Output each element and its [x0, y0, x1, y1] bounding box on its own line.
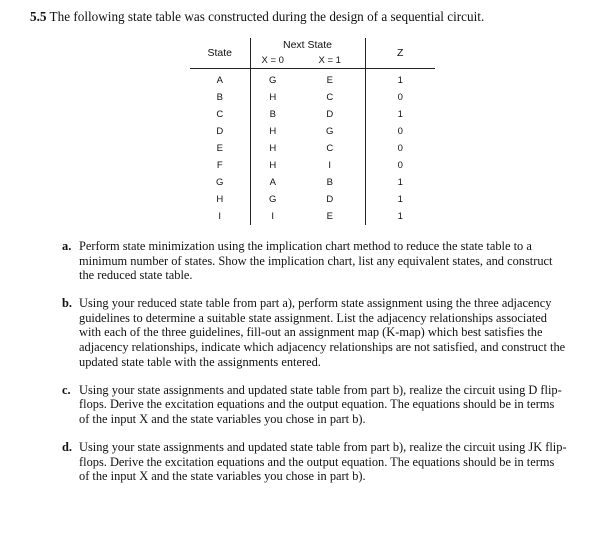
table-row [190, 123, 435, 140]
next-state-x0-cell: H [250, 123, 295, 140]
next-state-x0-cell: G [250, 191, 295, 208]
state-cell: D [216, 126, 224, 137]
question-text: Using your reduced state table from part a), perform state assignment using the three adjacency guidelines to determine a suitable state assignment. List the adjacency relationships associated with each of the three guidelines, fill-out an assignment map (K-map) which best satisfies the adjacency relationships, indicate which adjacency relationships are not satisfied, and construct the updated state table with the assignments entered. [79, 296, 566, 369]
state-column-header: State [190, 38, 250, 69]
table-row [190, 106, 435, 123]
state-cell: H [216, 194, 224, 205]
problem-heading [30, 9, 484, 25]
question-a [62, 239, 567, 283]
table-row [190, 69, 435, 90]
output-z-cell: 0 [365, 123, 435, 140]
question-letter: b. [62, 296, 72, 311]
output-z-cell: 0 [365, 157, 435, 174]
output-z-cell: 0 [365, 89, 435, 106]
table-row [190, 140, 435, 157]
question-letter: c. [62, 382, 71, 397]
table-row [190, 191, 435, 208]
next-state-x1-cell: E [326, 75, 333, 86]
state-table [190, 38, 435, 225]
state-table-body [190, 69, 435, 226]
question-text: Perform state minimization using the implication chart method to reduce the state table to a minimum number of states. Show the implication chart, list any equivalent states, and construct the reduced state table. [79, 239, 553, 283]
next-state-x1-cell: G [326, 126, 334, 137]
output-z-cell: 0 [365, 140, 435, 157]
question-letter: a. [62, 239, 72, 253]
problem-intro-text: The following state table was constructed during the design of a sequential circuit. [49, 9, 485, 24]
next-state-x1-cell: C [326, 92, 334, 103]
output-z-cell: 1 [365, 174, 435, 191]
table-row [190, 174, 435, 191]
output-z-cell: 1 [365, 69, 435, 90]
output-z-header: Z [365, 38, 435, 69]
next-state-x1-cell: E [326, 211, 333, 222]
question-b [62, 296, 567, 369]
output-z-cell: 1 [365, 191, 435, 208]
next-state-x1-cell: C [326, 143, 334, 154]
question-list [62, 239, 567, 497]
question-letter: d. [62, 440, 72, 455]
next-state-header: Next State [250, 38, 365, 53]
question-text: Using your state assignments and updated state table from part b), realize the circuit using D flip-flops. Derive the excitation equations and the output equation. The equations should be in terms of the input X and the state variables you chose in part b). [79, 382, 562, 426]
output-z-cell: 1 [365, 208, 435, 225]
next-state-x0-cell: H [250, 157, 295, 174]
next-state-x0-cell: I [250, 208, 295, 225]
question-text: Using your state assignments and updated state table from part b), realize the circuit using JK flip-flops. Derive the excitation equations and the output equation. The equations should be in terms of the input X and the state variables you chose in part b). [79, 440, 567, 484]
x0-column-header: X = 0 [250, 53, 295, 69]
question-c [62, 383, 567, 427]
next-state-x1-cell: B [326, 177, 333, 188]
x1-column-header: X = 1 [295, 53, 365, 69]
state-cell: C [216, 109, 224, 120]
question-d [62, 440, 567, 484]
next-state-x0-cell: B [250, 106, 295, 123]
table-row [190, 208, 435, 225]
output-z-cell: 1 [365, 106, 435, 123]
next-state-x1-cell: D [326, 194, 334, 205]
next-state-x0-cell: A [250, 174, 295, 191]
table-row [190, 89, 435, 106]
state-cell: E [216, 143, 223, 154]
table-row [190, 157, 435, 174]
state-cell: I [218, 211, 222, 222]
state-cell: F [216, 160, 223, 171]
state-cell: G [216, 177, 224, 188]
next-state-x1-cell: I [328, 160, 332, 171]
problem-number: 5.5 [30, 9, 47, 24]
state-cell: A [216, 75, 223, 86]
next-state-x0-cell: H [250, 140, 295, 157]
next-state-x1-cell: D [326, 109, 334, 120]
next-state-x0-cell: H [250, 89, 295, 106]
state-cell: B [216, 92, 223, 103]
next-state-x0-cell: G [250, 69, 295, 90]
